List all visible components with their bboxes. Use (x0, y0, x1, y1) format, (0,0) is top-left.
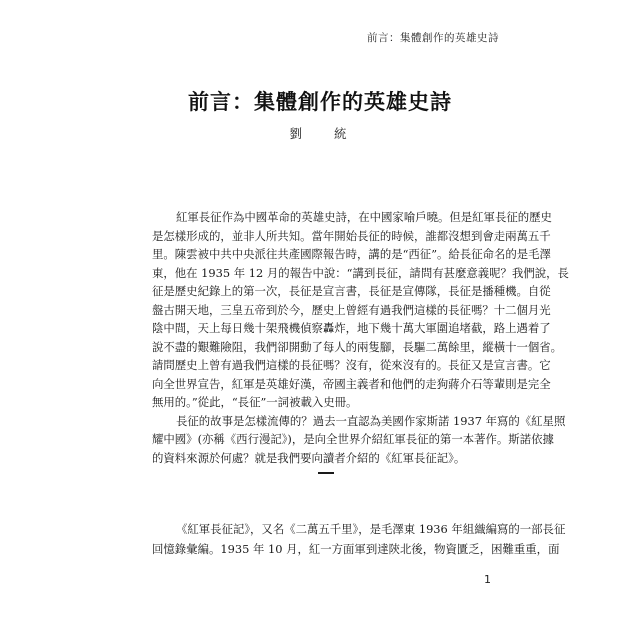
paragraph-1-line-1: 紅軍長征作為中國革命的英雄史詩，在中國家喻戶曉。但是紅軍長征的歷史 (176, 210, 552, 224)
paragraph-3-line-1: 《紅軍長征記》，又名《二萬五千里》，是毛澤東 1936 年組織編寫的一部長征 (176, 522, 566, 536)
paragraph-2-line-2: 耀中國》(亦稱《西行漫記》)，是向全世界介紹紅軍長征的第一本著作。斯諾依據 (152, 432, 554, 446)
running-header: 前言：集體創作的英雄史詩 (367, 32, 499, 44)
paragraph-1-line-2: 是怎樣形成的，並非人所共知。當年開始長征的時候，誰都沒想到會走兩萬五千 (152, 228, 551, 243)
paragraph-1-line-7: 陰中間，天上每日幾十架飛機偵察轟炸，地下幾十萬大軍圍追堵截，路上遇着了 (152, 321, 551, 335)
page-number: 1 (484, 573, 491, 586)
paragraph-1-line-3: 里。陳雲被中共中央派往共產國際報告時，講的是“西征”。給長征命名的是毛澤 (152, 247, 551, 261)
paragraph-1-line-9: 請問歷史上曾有過我們這樣的長征嗎？沒有，從來沒有的。長征又是宣言書。它 (152, 358, 551, 372)
paragraph-1-line-11: 無用的。”從此，“長征”一詞被載入史冊。 (152, 395, 358, 409)
paragraph-2-line-3: 的資料來源於何處？就是我們要向讀者介紹的《紅軍長征記》。 (152, 450, 466, 465)
paragraph-3-line-2: 回憶錄彙編。1935 年 10 月，紅一方面軍到達陝北後，物資匱乏，困難重重，面 (152, 542, 560, 556)
paragraph-1-line-6: 盤古開天地，三皇五帝到於今，歷史上曾經有過我們這樣的長征嗎？十二個月光 (152, 302, 551, 317)
paragraph-1-line-4: 東，他在 1935 年 12 月的報告中說：“講到長征，請問有甚麼意義呢？我們說，長 (152, 265, 569, 280)
paragraph-1-line-8: 說不盡的艱難險阻，我們卻開動了每人的兩隻腳，長驅二萬餘里，縱橫十一個省。 (152, 339, 563, 354)
paragraph-1-line-5: 征是歷史紀錄上的第一次，長征是宣言書，長征是宣傳隊，長征是播種機。自從 (152, 284, 551, 298)
paragraph-1-line-10: 向全世界宣告，紅軍是英雄好漢，帝國主義者和他們的走狗蔣介石等輩則是完全 (152, 376, 551, 391)
section-number (318, 472, 334, 474)
paragraph-2-line-1: 長征的故事是怎樣流傳的？過去一直認為美國作家斯諾 1937 年寫的《紅星照 (176, 413, 566, 428)
chapter-title: 前言：集體創作的英雄史詩 (188, 89, 452, 114)
author-name: 劉 統 (289, 126, 361, 141)
